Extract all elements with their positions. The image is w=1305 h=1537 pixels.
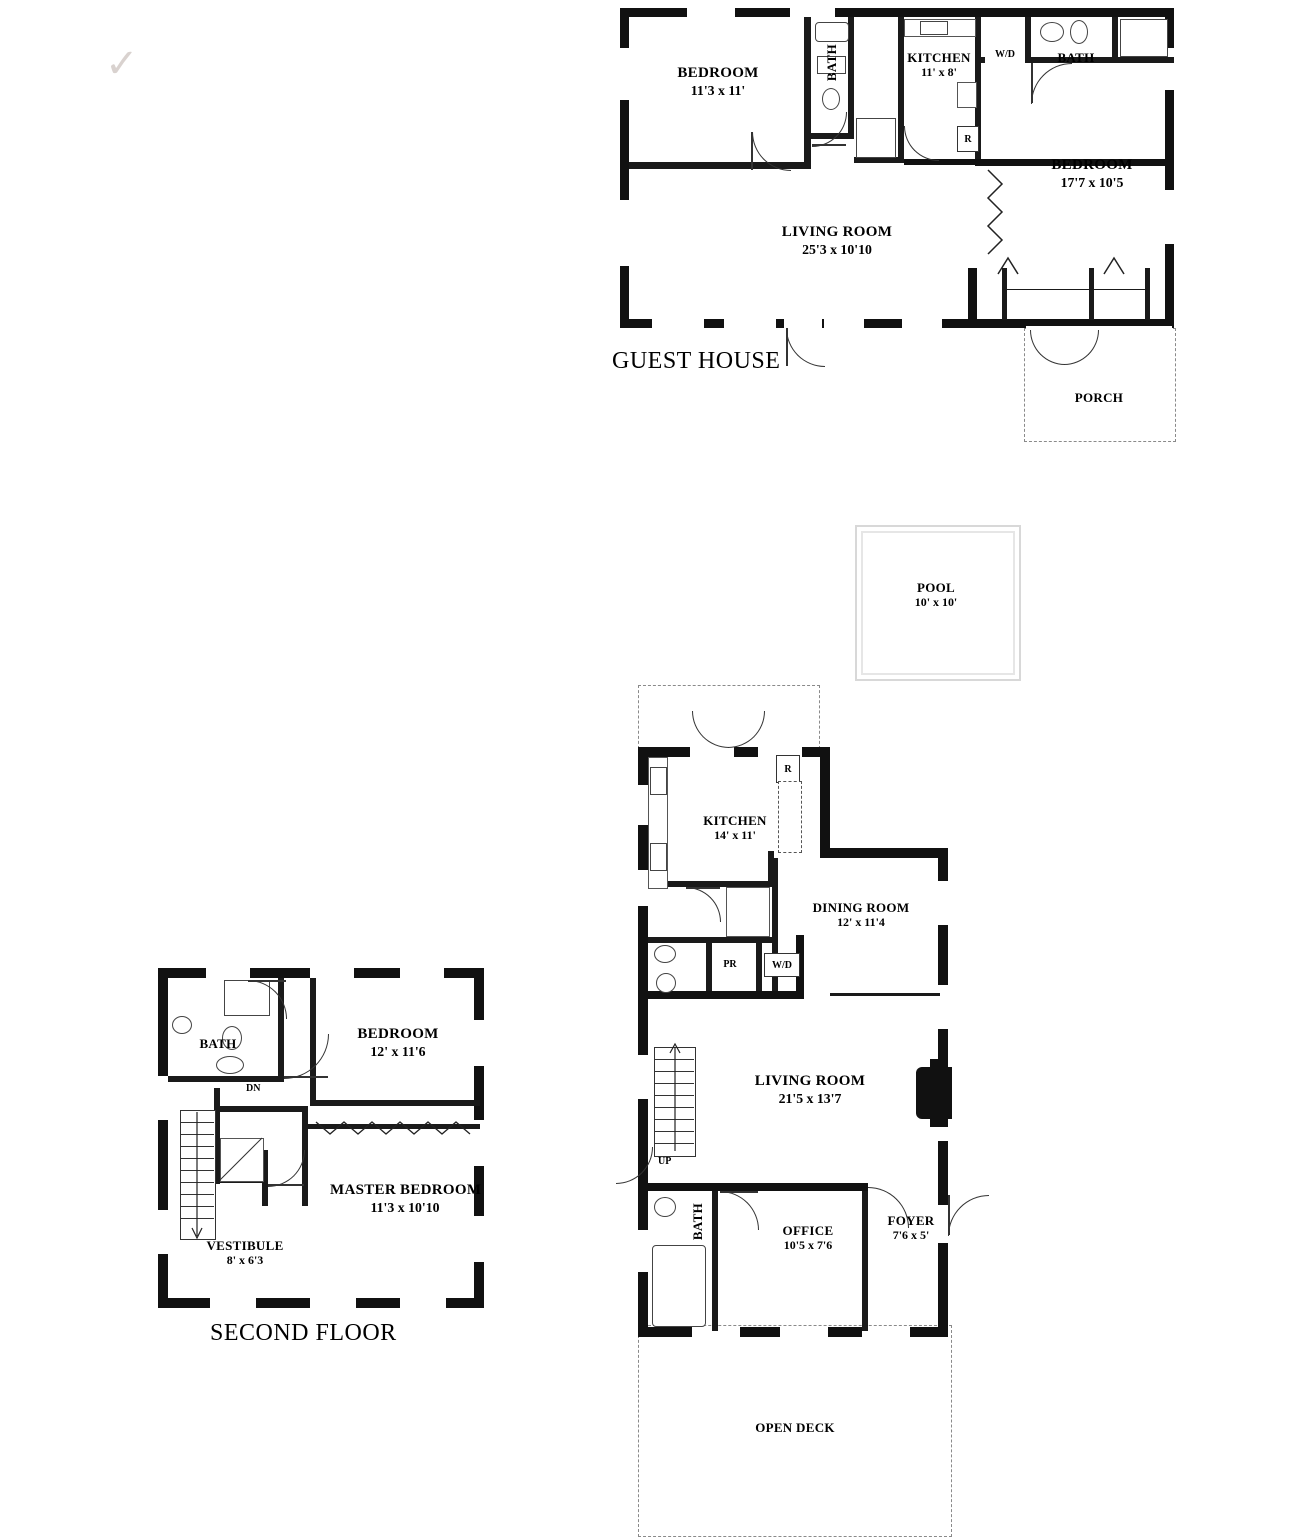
gh-window-top-2: [790, 8, 835, 17]
kitchen-range-icon: [957, 82, 977, 108]
sf-bedroom-bottom-wall: [310, 1100, 480, 1106]
ff-window-left-1: [638, 785, 648, 825]
door-entry-guest: [786, 328, 825, 367]
ff-wall-dining-top: [820, 848, 948, 858]
bathtub-icon: [815, 22, 849, 42]
sf-window-right-3: [474, 1216, 484, 1262]
door-panel-sf-bath: [248, 980, 286, 982]
sink-icon-2: [1040, 22, 1064, 42]
second-floor-plan: [150, 960, 490, 1360]
sf-bedroom-label: BEDROOM 12' x 11'6: [357, 1026, 439, 1059]
second-floor-title: SECOND FLOOR: [210, 1320, 397, 1346]
fridge-tag-first-label: R: [784, 763, 792, 775]
guest-house-plan: [612, 0, 1182, 440]
ff-window-left-2: [638, 870, 648, 906]
sf-vestibule-label: VESTIBULE 8' x 6'3: [206, 1238, 284, 1268]
gh-closet-right-wall: [1145, 268, 1150, 320]
ff-living-label: LIVING ROOM 21'5 x 13'7: [754, 1073, 866, 1106]
door-panel-kitchen-hall: [686, 887, 720, 889]
sf-sink-icon: [216, 1056, 244, 1074]
ff-window-bottom-3: [862, 1327, 910, 1337]
gh-window-left-2: [620, 200, 629, 266]
gh-window-bottom-1: [652, 319, 704, 328]
ff-foyer-label: FOYER 7'6 x 5': [887, 1213, 935, 1243]
door-sf-bedroom: [284, 1034, 329, 1079]
stair-up-arrow: [668, 1041, 682, 1153]
pencil-scribble: ✓: [105, 41, 139, 86]
up-tag: [658, 1157, 671, 1167]
sf-bath-label: BATH: [199, 1036, 237, 1051]
ff-window-top-1: [690, 747, 734, 757]
sf-window-left-2: [158, 1210, 168, 1254]
wd-tag-first-label: W/D: [772, 959, 792, 971]
kitchen-range-icon-ff: [650, 767, 667, 795]
ff-bath-label: BATH: [690, 1203, 705, 1241]
closet-hall-ff: [726, 887, 770, 937]
closet-cross-sf: [220, 1138, 262, 1180]
gh-window-right-2: [1165, 190, 1174, 244]
fridge-tag-guest: [957, 126, 979, 152]
gh-wall-stub-right: [968, 268, 977, 320]
open-deck-label: OPEN DECK: [755, 1420, 835, 1435]
bath-sink-icon-ff: [654, 1197, 676, 1217]
sf-window-bottom-2: [310, 1298, 356, 1308]
closet-arrow-right: [1102, 256, 1126, 276]
sf-window-top-1: [206, 968, 250, 978]
closet-arrow-left: [996, 256, 1020, 276]
gh-closet-mid-wall: [1089, 268, 1094, 320]
dn-tag-label: DN: [246, 1083, 261, 1094]
door-kitchen-guest: [904, 126, 939, 161]
kitchen-sink-icon: [920, 21, 948, 35]
gh-door-bottom-entry: [784, 319, 822, 328]
ff-window-right-2: [938, 985, 948, 1029]
opening-zigzag-master: [316, 1116, 472, 1138]
stair-down-arrow: [190, 1110, 204, 1244]
ff-bath-right-wall: [712, 1191, 718, 1331]
door-panel-office: [720, 1191, 758, 1193]
gh-bath2-label: BATH: [1057, 50, 1095, 65]
sf-window-right-1: [474, 1020, 484, 1066]
shower-icon-2: [1120, 19, 1168, 57]
door-bath-guest: [812, 112, 847, 147]
shower-icon: [856, 118, 896, 158]
door-panel-entry-guest: [786, 328, 788, 366]
gh-bedroom2-label: BEDROOM 17'7 x 10'5: [1051, 157, 1133, 190]
gh-window-bottom-4: [902, 319, 942, 328]
ff-bath-band-top: [648, 1183, 758, 1191]
pool-plan: [855, 525, 1025, 680]
gh-partition-kitchen-base: [904, 159, 981, 165]
ff-pr-wall-right: [756, 943, 762, 995]
ff-kitchen-label: KITCHEN 14' x 11': [703, 813, 767, 843]
sf-window-bottom-3: [400, 1298, 446, 1308]
wd-tag-guest: [985, 44, 1025, 64]
door-bath2-guest: [1031, 63, 1072, 104]
door-panel-bedroom-guest: [751, 132, 753, 170]
fireplace-symbol-hearth: [930, 1059, 948, 1127]
gh-window-bottom-3: [824, 319, 864, 328]
guest-house-title: GUEST HOUSE: [612, 348, 781, 374]
gh-bedroom1-label: BEDROOM 11'3 x 11': [677, 65, 759, 98]
ff-wall-kitchen-right: [820, 747, 830, 857]
gh-living-room-label: LIVING ROOM 25'3 x 10'10: [781, 224, 893, 257]
gh-closet-top-dash: [1007, 289, 1089, 290]
door-panel-sf-bedroom: [284, 1076, 328, 1078]
ff-living-top-wall: [648, 991, 798, 999]
sf-window-left-1: [158, 1076, 168, 1120]
ff-window-left-3: [638, 1055, 648, 1099]
gh-kitchen-label: KITCHEN 11' x 8': [907, 50, 971, 80]
first-floor-plan: [630, 685, 970, 1535]
gh-window-left-1: [620, 48, 629, 100]
sink-icon-pr: [654, 945, 676, 963]
gh-partition-kitchen-left: [898, 17, 904, 163]
gh-closet-top-dash-2: [1094, 289, 1145, 290]
toilet-icon: [822, 88, 840, 110]
wd-tag-guest-label: W/D: [995, 48, 1015, 60]
ff-dining-partition-left: [772, 858, 778, 998]
pool-label: POOL 10' x 10': [914, 580, 958, 610]
opening-zigzag-guest: [982, 170, 1008, 256]
fridge-tag-guest-label: R: [964, 133, 972, 145]
fridge-tag-first: [776, 755, 800, 783]
ff-office-top-wall: [758, 1183, 868, 1191]
gh-window-top-1: [687, 8, 735, 17]
bath-tub-icon-ff: [652, 1245, 706, 1327]
sf-window-bottom-1: [210, 1298, 256, 1308]
gh-partition-bedroom-right: [804, 17, 811, 169]
toilet-icon-2: [1070, 20, 1088, 44]
sf-window-top-2: [310, 968, 354, 978]
dn-tag: [246, 1084, 260, 1094]
door-panel-bath2-guest: [1031, 63, 1033, 103]
pr-tag-label: PR: [723, 958, 737, 970]
door-sf-vestibule: [268, 1150, 305, 1187]
sf-vestibule-top-wall: [214, 1106, 308, 1112]
pr-tag: [712, 955, 748, 973]
sf-window-top-3: [400, 968, 444, 978]
door-panel-sf-vestibule: [268, 1184, 304, 1186]
wd-tag-first: [764, 953, 800, 977]
toilet-icon-pr: [656, 973, 676, 993]
sf-bath-bottom-wall: [168, 1076, 284, 1082]
sf-sink2-icon: [172, 1016, 192, 1034]
ff-window-bottom-2: [780, 1327, 828, 1337]
door-panel-bath-guest: [812, 144, 846, 146]
gh-window-bottom-2: [724, 319, 776, 328]
sf-wall-left: [158, 968, 168, 1308]
door-kitchen-to-hall: [686, 887, 721, 922]
ff-office-label: OFFICE 10'5 x 7'6: [782, 1223, 834, 1253]
gh-porch-label: PORCH: [1074, 390, 1124, 405]
kitchen-sink-icon-ff: [650, 843, 667, 871]
ff-dining-label: DINING ROOM 12' x 11'4: [812, 900, 910, 930]
gh-bath1-label: BATH: [824, 44, 839, 82]
up-tag-label: UP: [658, 1156, 672, 1167]
sf-master-label: MASTER BEDROOM 11'3 x 10'10: [330, 1182, 482, 1215]
ff-window-left-4: [638, 1230, 648, 1272]
ff-living-top-dash: [830, 993, 940, 996]
